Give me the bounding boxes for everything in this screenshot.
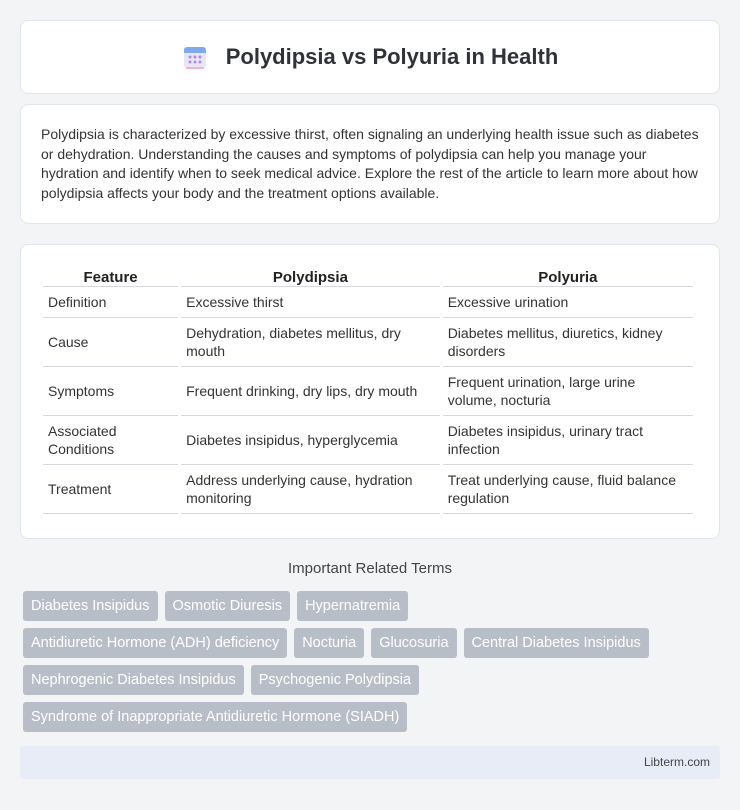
table-cell-polydipsia: Dehydration, diabetes mellitus, dry mouth: [181, 318, 440, 367]
intro-text: Polydipsia is characterized by excessive thirst, often signaling an underlying health issue such as diabetes or dehydration. Understanding the causes and symptoms of polydipsia can help you manage your hydration and identify when to seek medical advice. Explore the rest of the article to learn more about how polydipsia affects your body and the treatment options available.: [41, 126, 699, 201]
related-terms-list: [23, 591, 723, 739]
header-feature: Feature: [43, 263, 178, 287]
intro-card: [20, 104, 720, 224]
table-cell-polydipsia: Address underlying cause, hydration monitoring: [181, 465, 440, 514]
table-cell-polyuria: Excessive urination: [443, 287, 693, 318]
table-cell-polyuria: Frequent urination, large urine volume, nocturia: [443, 367, 693, 416]
related-term-tag[interactable]: Glucosuria: [371, 628, 456, 658]
comparison-table: [40, 263, 696, 514]
related-term-tag[interactable]: Antidiuretic Hormone (ADH) deficiency: [23, 628, 287, 658]
tag-row: [23, 628, 723, 658]
related-terms-title: Important Related Terms: [288, 560, 452, 577]
title-wrap: [182, 44, 559, 70]
header-polyuria: Polyuria: [443, 263, 693, 287]
table-cell-polyuria: Treat underlying cause, fluid balance regulation: [443, 465, 693, 514]
comparison-card: [20, 244, 720, 539]
header-polydipsia: Polydipsia: [181, 263, 440, 287]
related-term-tag[interactable]: Central Diabetes Insipidus: [464, 628, 649, 658]
footer-site-link[interactable]: Libterm.com: [643, 755, 710, 769]
related-term-tag[interactable]: Hypernatremia: [297, 591, 408, 621]
table-cell-polydipsia: Excessive thirst: [181, 287, 440, 318]
table-cell-feature: Associated Conditions: [43, 416, 178, 465]
table-cell-polydipsia: Frequent drinking, dry lips, dry mouth: [181, 367, 440, 416]
page-title: Polydipsia vs Polyuria in Health: [225, 44, 559, 69]
table-row: [43, 416, 693, 465]
table-header-row: [43, 263, 693, 287]
table-row: [43, 318, 693, 367]
table-row: [43, 465, 693, 514]
related-term-tag[interactable]: Diabetes Insipidus: [23, 591, 158, 621]
related-term-tag[interactable]: Syndrome of Inappropriate Antidiuretic Hormone (SIADH): [23, 702, 407, 732]
table-cell-polyuria: Diabetes insipidus, urinary tract infection: [443, 416, 693, 465]
related-term-tag[interactable]: Psychogenic Polydipsia: [251, 665, 419, 695]
table-cell-feature: Definition: [43, 287, 178, 318]
table-cell-polydipsia: Diabetes insipidus, hyperglycemia: [181, 416, 440, 465]
table-cell-feature: Treatment: [43, 465, 178, 514]
table-row: [43, 367, 693, 416]
related-term-tag[interactable]: Nocturia: [294, 628, 364, 658]
table-cell-feature: Cause: [43, 318, 178, 367]
tag-row: [23, 702, 723, 732]
related-term-tag[interactable]: Nephrogenic Diabetes Insipidus: [23, 665, 244, 695]
table-cell-feature: Symptoms: [43, 367, 178, 416]
title-card: [20, 20, 720, 94]
calendar-grid-icon: [182, 44, 208, 70]
footer: [20, 746, 720, 779]
table-cell-polyuria: Diabetes mellitus, diuretics, kidney disorders: [443, 318, 693, 367]
tag-row: [23, 665, 723, 695]
related-term-tag[interactable]: Osmotic Diuresis: [165, 591, 291, 621]
tag-row: [23, 591, 723, 621]
table-row: [43, 287, 693, 318]
